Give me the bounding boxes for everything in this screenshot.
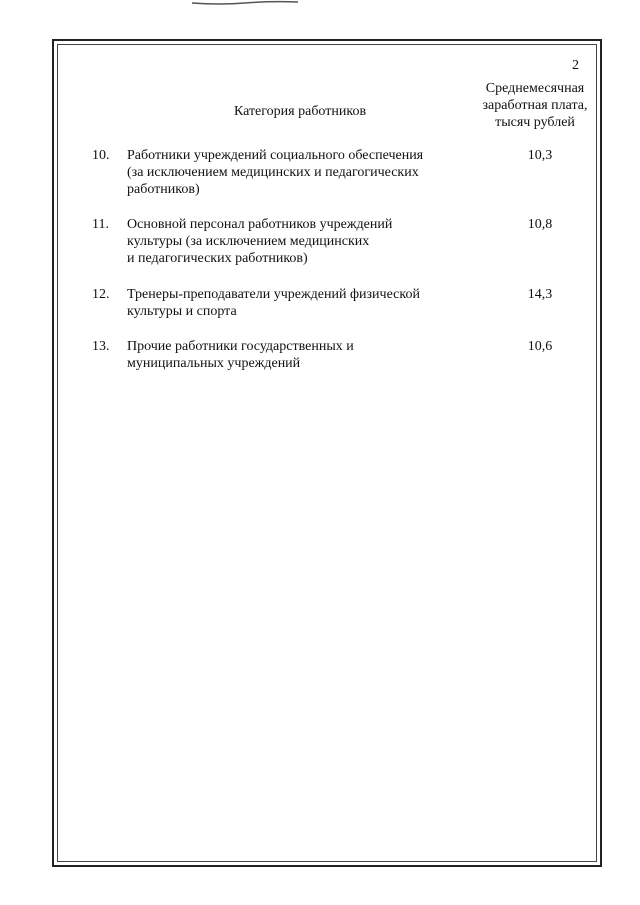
column-header-salary: [470, 80, 600, 131]
column-header-category: Категория работников: [233, 104, 367, 119]
row-number: 10.: [92, 148, 110, 163]
row-salary: 10,6: [527, 339, 553, 354]
row-salary: 14,3: [527, 287, 553, 302]
column-header-salary-line: тысяч рублей: [495, 115, 575, 130]
row-category: Тренеры-преподаватели учреждений физической культуры и спорта: [127, 287, 420, 319]
row-category: Работники учреждений социального обеспечения (за исключением медицинских и педагогических работников): [127, 148, 424, 197]
page-number: 2: [572, 58, 579, 73]
row-salary: 10,3: [527, 148, 553, 163]
column-header-salary-line: заработная плата,: [482, 98, 588, 113]
row-salary: 10,8: [527, 217, 553, 232]
row-number: 13.: [92, 339, 110, 354]
scan-mark: [190, 0, 300, 6]
row-category: Основной персонал работников учреждений культуры (за исключением медицинских и педагогических работников): [127, 217, 393, 266]
column-header-salary-line: Среднемесячная: [485, 81, 585, 96]
row-number: 12.: [92, 287, 110, 302]
row-number: 11.: [92, 217, 109, 232]
row-category: Прочие работники государственных и муниципальных учреждений: [127, 339, 354, 371]
